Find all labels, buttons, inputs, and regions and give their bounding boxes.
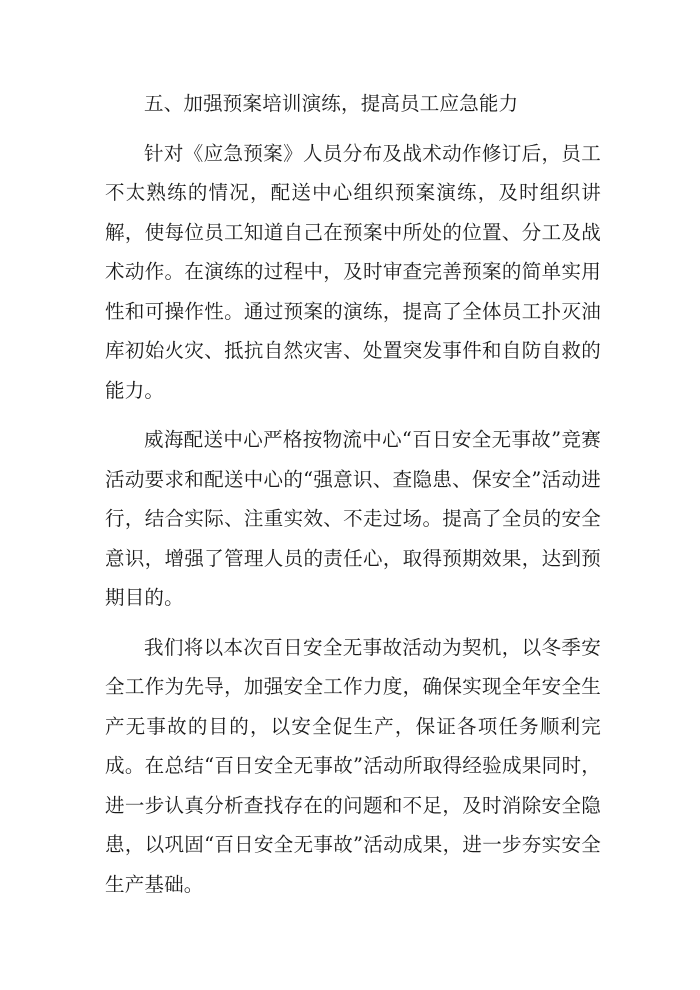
paragraph-future-plan: 我们将以本次百日安全无事故活动为契机，以冬季安全工作为先导，加强安全工作力度，确保实现全年安全生产无事故的目的，以安全促生产，保证各项任务顺利完成。在总结“百日安全无事故”活动所取得经验成果同时，进一步认真分析查找存在的问题和不足，及时消除安全隐患，以巩固“百日安全无事故”活动成果，进一步夯实安全生产基础。 — [105, 635, 601, 896]
paragraph-emergency-drill: 针对《应急预案》人员分布及战术动作修订后，员工不太熟练的情况，配送中心组织预案演练，及时组织讲解，使每位员工知道自己在预案中所处的位置、分工及战术动作。在演练的过程中，及时审查完善预案的简单实用性和可操作性。通过预案的演练，提高了全体员工扑灭油库初始火灾、抵抗自然灾害、处置突发事件和自防自救的能力。 — [105, 141, 601, 402]
paragraph-weihai-activity: 威海配送中心严格按物流中心“百日安全无事故”竞赛活动要求和配送中心的“强意识、查隐患、保安全”活动进行，结合实际、注重实效、不走过场。提高了全员的安全意识，增强了管理人员的责任心，取得预期效果，达到预期目的。 — [105, 428, 601, 609]
section-heading: 五、加强预案培训演练，提高员工应急能力 — [144, 92, 519, 115]
document-body — [105, 84, 601, 904]
